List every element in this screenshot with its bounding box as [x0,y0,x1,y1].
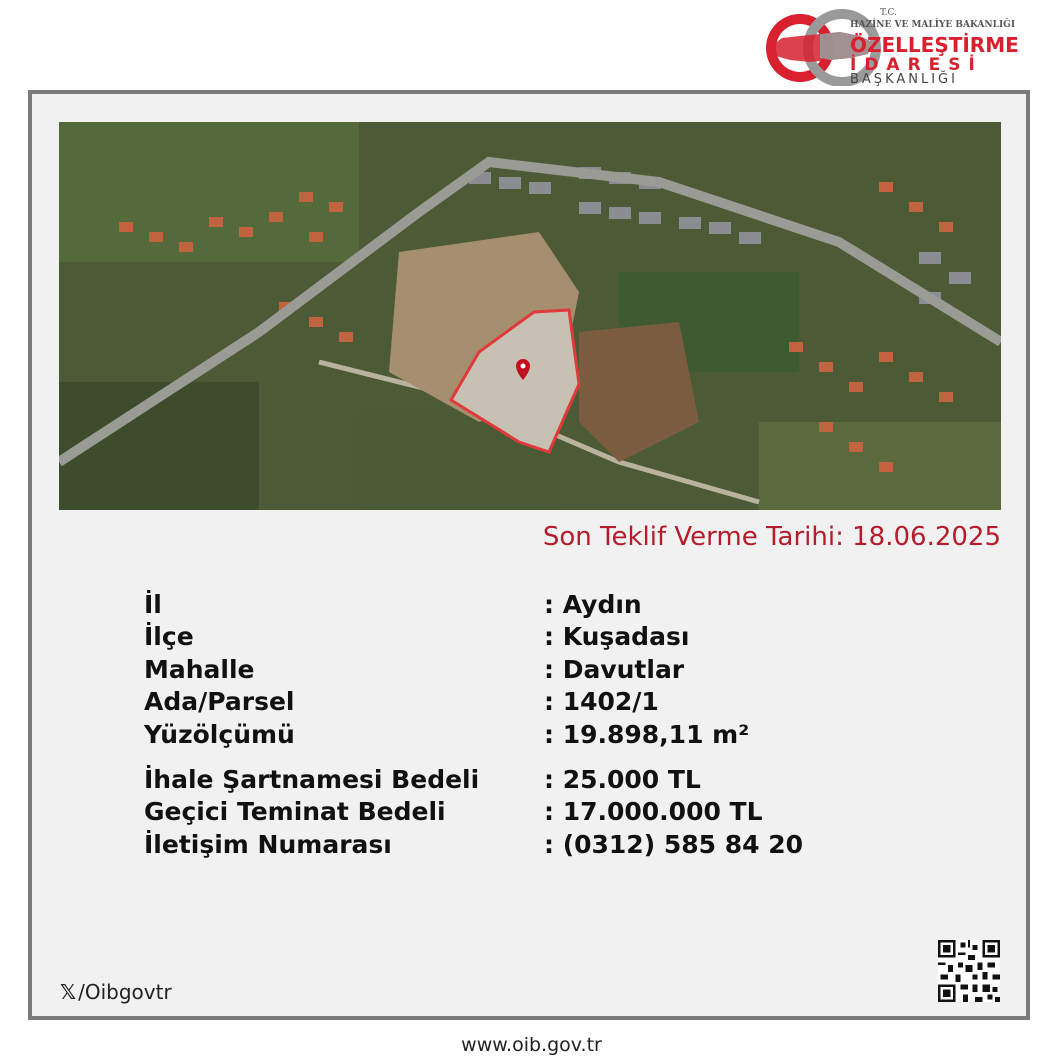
logo-title-2: İDARESİ [850,55,983,75]
website-link[interactable]: www.oib.gov.tr [461,1034,602,1056]
detail-label: İl [144,590,162,619]
detail-label: Geçici Teminat Bedeli [144,797,446,826]
oib-logo [760,8,1032,86]
detail-value: : 19.898,11 m² [544,720,750,749]
detail-label: Yüzölçümü [144,720,295,749]
detail-value: : Aydın [544,590,642,619]
detail-value: : 1402/1 [544,687,659,716]
logo-line-tc: T.C. [880,8,897,18]
detail-label: İhale Şartnamesi Bedeli [144,765,480,794]
logo-ministry: HAZİNE VE MALİYE BAKANLIĞI [850,20,1016,30]
satellite-map [59,122,1001,510]
detail-label: Mahalle [144,655,255,684]
x-icon: 𝕏 [60,980,77,1004]
logo-title-3: BAŞKANLIĞI [850,72,958,87]
detail-value: : Davutlar [544,655,685,684]
logo-title-1: ÖZELLEŞTİRME [850,33,1019,57]
social-handle-text: /Oibgovtr [78,980,172,1004]
detail-label: İletişim Numarası [144,830,392,859]
detail-value: : (0312) 585 84 20 [544,830,804,859]
detail-value: : 25.000 TL [544,765,701,794]
qr-code[interactable] [938,940,1000,1002]
detail-value: : Kuşadası [544,622,690,651]
detail-value: : 17.000.000 TL [544,797,763,826]
detail-label: İlçe [144,622,194,651]
detail-label: Ada/Parsel [144,687,295,716]
social-handle[interactable] [60,980,172,1004]
deadline-text: Son Teklif Verme Tarihi: 18.06.2025 [542,522,1001,552]
